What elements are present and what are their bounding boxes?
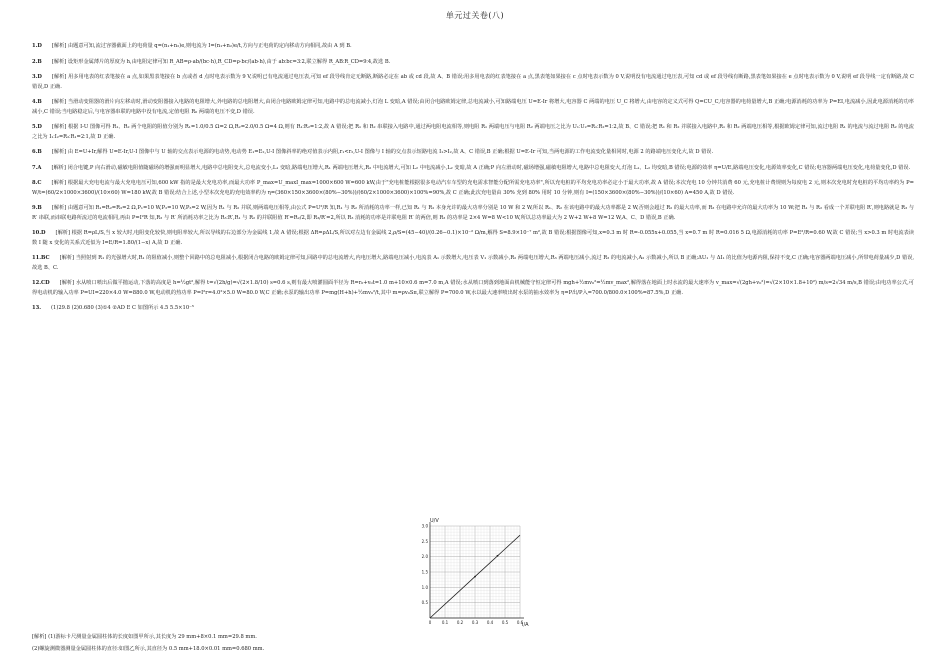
x-tick-label: 0	[428, 620, 432, 625]
u-i-chart	[408, 514, 538, 634]
y-tick-label: 2.0	[421, 554, 428, 560]
item-number: 2.B	[32, 58, 42, 65]
chart-ticks	[422, 524, 524, 626]
answer-item	[32, 148, 914, 158]
y-tick-label: 0.5	[421, 600, 428, 606]
item-number: 1.D	[32, 43, 42, 49]
item-text: [解析] 闭合电键,P 向右滑动,磁敏电阻值随磁场的增强而明显增大,电路中总电阻变大,总电流变小,L₁ 变暗,路端电压增大,R₁ 两端电压增大,R₂ 中电流增大,可知 L₂ 中电流减小,L₂ 变暗,故 A 正确;P 向左滑动时,磁场增强,磁敏电阻增大,电路中总电阻变大,灯泡 L₁、L₂ 均变暗,B 错误;电源的效率 η=U/E,路端电压变化,电源效率变化,C 错误;电容器两端电压变化,电荷量变化,D 错误.	[51, 164, 911, 171]
answer-item	[32, 73, 914, 92]
answer-item	[32, 98, 914, 117]
item-text: [解析] 当滑动变阻器的滑片向左移动时,滑动变阻器接入电路的电阻增大,外电路的总电阻增大,由闭合电路欧姆定律可知,电路中的总电流减小,灯泡 L 变暗,A 错误;由闭合电路欧姆定律,总电流减小,可知路端电压 U=E-Ir 将增大,电容器 C 两端的电压 U_C 将增大,由电容的定义式可得 Q=CU_C,电容器的电荷量增大,B 正确;电源消耗的功率为 P=EI,电流减小,因此电源消耗的功率减小,C 错误;当电路稳定后,与电容器串联的电路中没有电流,定值电阻 R₀ 两端的电压不变,D 错误.	[32, 99, 914, 115]
y-tick-label: 2.5	[421, 538, 428, 544]
item-number: 6.B	[32, 149, 42, 155]
item-text: (1)29.8 (2)0.680 (3)①4 ②AD E C 如图所示 4.5 5.5×10⁻⁵	[51, 305, 194, 311]
item-number: 12.CD	[32, 280, 50, 286]
item-number: 9.B	[32, 205, 42, 211]
answer-item	[32, 179, 914, 198]
item-text: [解析] 根据 R=ρL/S,当 x 较大时,电阻变化较快,则电阻率较大,所以导线的右边部分为金属线 1,故 A 错误;根据 ΔR=ρΔL/S,所以对左边有金属线 2,ρ/S=(45−40)/(0.26−0.1)×10⁻² Ω/m,解得 S=8.9×10⁻⁷ m²,故 B 错误;根据图像可知,x=0.3 m 时 R=-0.055x+0.055,当 x=0.7 m 时 R=0.016 5 Ω,电源消耗的功率 P=E²/R=0.60 W,故 C 错误;当 x>0.3 m 时电流表读数 I 随 x 变化的关系式近似为 I=E/R=1.80/(1−x) A,故 D 正确.	[32, 230, 914, 246]
answer-item	[32, 304, 914, 314]
item-text: [解析] 设矩形金属薄片的厚度为 h,由电阻定律可知 R_AB=ρ·ab/(bc·h),R_CD=ρ·bc/(ab·h),由于 ab∶bc=3∶2,联立解得 R_AB∶R_CD=9∶4,故选 B.	[51, 58, 391, 65]
answer-item	[32, 123, 914, 142]
answer-item	[32, 42, 914, 52]
item-text: [解析] 由题意可知 R₁=R₂=R₃=2 Ω,P₁=10 W,P₂=10 W,P₃=2 W,因为 R₁ 与 R₂ 并联,则两端电压相等,由公式 P=U²/R 知,R₁ 与 R₂ 所消耗的功率一样,已知 R₁ 与 R₂ 本身允许的最大功率分别是 10 W 和 2 W,所以 R₁、R₂ 在该电路中的最大功率都是 2 W,否则会超过 R₂ 的最大功率,而 R₃ 在电路中允许的最大功率为 10 W;把 R₁ 与 R₂ 看成一个并联电阻 R′,则电路就是 R₃ 与 R′ 串联,而串联电路所流过的电流相同,再由 P=I²R 知,R₃ 与 R′ 所消耗功率之比为 R₃∶R′,R₁ 与 R₂ 的并联阻值 R′=R₂/2,即 R₃/R′=2,所以 R₃ 消耗的功率是并联电阻 R′ 的两倍,则 R₃ 的功率是 2×4 W=8 W<10 W,所以总功率最大为 2 W+2 W+8 W=12 W,A、C、D 错误,B 正确.	[32, 205, 914, 221]
item-number: 13.	[32, 305, 42, 311]
u-i-chart-svg	[408, 514, 538, 634]
item-number: 3.D	[32, 74, 42, 80]
item-number: 5.D	[32, 124, 42, 130]
y-tick-label: 1.5	[421, 569, 428, 575]
note-line: [解析] (1)游标卡尺测量金属圆柱体的长度如图甲所示,其长度为 29 mm+8×0.1 mm=29.8 mm.	[32, 634, 257, 640]
item-number: 10.D	[32, 230, 46, 236]
item-number: 7.A	[32, 164, 42, 171]
item-number: 4.B	[32, 99, 42, 105]
item-text: [解析] 根据 I-U 图像可得 R₁、R₂ 两个电阻的阻值分别为 R₁=1.0/0.5 Ω=2 Ω,R₂=2.0/0.5 Ω=4 Ω,则有 R₁∶R₂=1∶2,故 A 错误;把 R₁ 和 R₂ 串联接入电路中,通过两电阻电流相等,则电阻 R₁ 两端电压与电阻 R₂ 两端电压之比为 U₁∶U₂=R₁∶R₂=1∶2,故 B、C 错误;把 R₁ 和 R₂ 并联接入电路中,R₁ 和 R₂ 两端电压相等,根据欧姆定律可知,流过电阻 R₁ 的电流与流过电阻 R₂ 的电流之比为 I₁∶I₂=R₂∶R₁=2∶1,故 D 正确.	[32, 124, 914, 140]
answer-item	[32, 58, 914, 68]
answer-item	[32, 164, 914, 174]
y-tick-label: 3.0	[421, 523, 428, 529]
answer-item	[32, 279, 914, 298]
item-text: [解析] 由 E=U+Ir,解得 U=E-Ir,U-I 图像中与 U 轴的交点表示电源的电动势,电动势 E₁=E₂,U-I 图像斜率的绝对值表示内阻,r₁<r₂,U-I 图像与 I 轴的交点表示短路电流 I₁>I₂,故 A、C 错误,B 正确;根据 U=E-Ir 可知,当两电源的工作电流变化量相同时,电源 2 的路端电压变化大,故 D 错误.	[51, 149, 714, 155]
footer-notes	[32, 633, 632, 656]
x-tick-label: 0.2	[456, 620, 464, 625]
x-tick-label: 0.4	[486, 620, 494, 625]
y-axis-label: U/V	[430, 518, 439, 524]
note-line: (2)螺旋测微器测量金属圆柱体的直径:如图乙所示,其直径为 0.5 mm+18.0×0.01 mm=0.680 mm.	[32, 645, 265, 652]
answer-item	[32, 204, 914, 223]
chart-axes	[430, 522, 524, 618]
answer-item	[32, 229, 914, 248]
item-text: [解析] 当照射到 R₁ 的光强增大时,R₁ 的阻值减小,则整个回路中的总电阻减小,根据闭合电路的欧姆定律可知,回路中的总电流增大,内电压增大,路端电压减小,电流表 A₁ 示数增大,电压表 V₁ 示数减小,R₂ 两端电压增大,R₃ 两端电压减小,流过 R₃ 的电流减小,A₂ 示数减小,所以 B 正确;ΔU₁ 与 ΔI₁ 的比值为电源内阻,保持不变,C 正确;电容器两端电压减小,所带电荷量减少,D 错误,故选 B、C.	[32, 255, 914, 271]
y-tick-label: 1.0	[421, 584, 428, 590]
item-text: [解析] 用多用电表的红表笔接在 a 点,如果黑表笔接在 b 点或者 d 点时电表示数为 9 V,说明已有电流通过电压表,可知 ef 段导线肯定无断路,断路必定在 ab 或 cd 段,故 A、B 错误;用多用电表的红表笔接在 a 点,黑表笔如果接在 c 点时电表示数为 0 V,说明没有电流通过电压表,可知 cd 或 ef 段导线有断路,黑表笔如果接在 e 点时电表示数为 0 V,说明 ef 段导线一定有断路,故 C 错误,D 正确.	[32, 74, 914, 90]
data-point	[474, 576, 476, 578]
item-text: [解析] 水从喷口喷出后做平抛运动,下落的高度是 h=½gt²,解得 t=√(2h/g)=√(2×1.8/10) s=0.6 s,则有最大喷灌圆面半径为 R=r₀+v₀t=1.0 m+10×0.6 m=7.0 m,A 错误;水从喷口到落到地面由机械能守恒定律可得 mgh+½mv₀²=½mv_max²,解得落在地面上时水流的最大速率为 v_max=√(2gh+v₀²)=√(2×10×1.8+10²) m/s=2√34 m/s,B 错误;由电功率公式,可得电动机的输入功率 P=UI=220×4.0 W=880.0 W,电动机的热功率 P=I²r=4.0²×5.0 W=80.0 W,C 正确;水泵的输出功率 P=mg(H+h)+½mv₀²/t,其中 m=ρv₀Sπ,联立解得 P=700.0 W,水以最大速率喷出时水泵的抽水效率为 η=P出/P入=700.0/800.0×100%=87.5%,D 正确.	[32, 280, 914, 296]
item-text: [解析] 根据最大充电电流与最大充电电压可知,600 kW 指的是最大充电功率,而最大功率 P_max=U_maxI_max=1000×600 W=600 kW,由于"充电桩能根据很多电动汽车车型的充电需求智能分配所需充电功率",所以充电桩的平均充电功率必定小于最大功率,故 A 错误;本次充电 10 分钟共消费 60 元,充电桩计费规则为每度电 2 元,则本次充电时充电桩的平均功率约为 P=W/t=(60/2×1000×3600)/(10×60) W=180 kW,故 B 错误;结合上述,小型本次充电的充电效率约为 η=(360×150×3600×(80%−30%))/(60/2×1000×3600)×100%=90%,故 C 正确;此次充电量由 30% 充到 80% 用时 10 分钟,则有 I=(150×3600×(80%−30%))/(10×60) A=450 A,故 D 错误.	[32, 180, 914, 196]
data-point	[497, 555, 499, 557]
x-tick-label: 0.6	[516, 620, 524, 625]
x-tick-label: 0.1	[441, 620, 449, 625]
item-number: 11.BC	[32, 255, 50, 261]
page-title: 单元过关卷(八)	[445, 11, 505, 20]
item-number: 8.C	[32, 180, 42, 186]
answer-list	[32, 42, 914, 320]
x-tick-label: 0.3	[471, 620, 479, 625]
item-text: [解析] 由题意可知,流过容器截面上的电荷量 q=(n₁+n₂)e,则电流为 I=(n₁+n₂)e/t,方向与正电荷的定向移动方向相同,故由 A 到 B.	[51, 43, 352, 49]
x-tick-label: 0.5	[501, 620, 509, 625]
x-axis-label: I/A	[522, 622, 529, 628]
answer-item	[32, 254, 914, 273]
chart-grid	[430, 526, 520, 618]
